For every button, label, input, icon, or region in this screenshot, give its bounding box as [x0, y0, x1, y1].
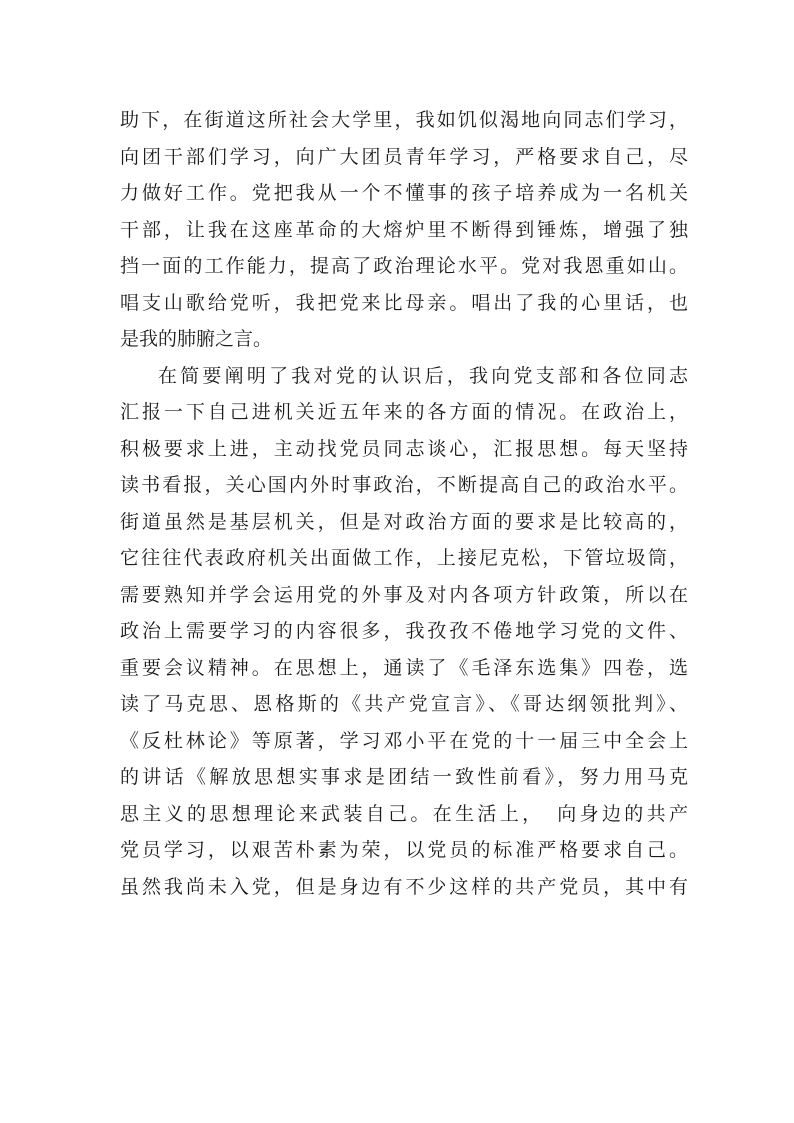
text-line: 它往往代表政府机关出面做工作，上接尼克松，下管垃圾筒，: [120, 547, 688, 569]
text-line: 向团干部们学习，向广大团员青年学习，严格要求自己，尽: [120, 145, 688, 168]
text-line: 政治上需要学习的内容很多，我孜孜不倦地学习党的文件、: [120, 620, 688, 642]
text-line: 读了马克思、恩格斯的《共产党宣言》、《哥达纲领批判》、: [120, 693, 688, 715]
text-line: 需要熟知并学会运用党的外事及对内各项方针政策，所以在: [120, 583, 688, 606]
body-text: [120, 102, 688, 905]
text-line: 读书看报，关心国内外时事政治，不断提高自己的政治水平。: [120, 474, 688, 496]
text-line: 助下，在街道这所社会大学里，我如饥似渴地向同志们学习，: [120, 109, 688, 131]
text-line: 干部，让我在这座革命的大熔炉里不断得到锤炼，增强了独: [120, 218, 688, 241]
text-line: 街道虽然是基层机关，但是对政治方面的要求是比较高的，: [120, 510, 688, 533]
text-line: 挡一面的工作能力，提高了政治理论水平。党对我恩重如山。: [120, 255, 688, 277]
text-line: 党员学习，以艰苦朴素为荣，以党员的标准严格要求自己。: [120, 839, 688, 861]
text-line: 重要会议精神。在思想上，通读了《毛泽东选集》四卷，选: [120, 656, 688, 679]
text-line: 虽然我尚未入党，但是身边有不少这样的共产党员，其中有: [120, 875, 688, 898]
text-line: 的讲话《解放思想实事求是团结一致性前看》，努力用马克: [120, 766, 688, 788]
text-line: 在简要阐明了我对党的认识后，我向党支部和各位同志: [158, 364, 688, 387]
text-line: 是我的肺腑之言。: [120, 328, 273, 350]
text-line: 思主义的思想理论来武装自己。在生活上， 向身边的共产: [120, 802, 688, 825]
text-line: 汇报一下自己进机关近五年来的各方面的情况。在政治上，: [120, 401, 688, 423]
text-line: 力做好工作。党把我从一个不懂事的孩子培养成为一名机关: [120, 182, 688, 204]
text-line: 积极要求上进，主动找党员同志谈心，汇报思想。每天坚持: [120, 437, 688, 460]
text-line: 唱支山歌给党听，我把党来比母亲。唱出了我的心里话，也: [120, 291, 688, 314]
text-line: 《反杜林论》等原著，学习邓小平在党的十一届三中全会上: [120, 729, 688, 752]
